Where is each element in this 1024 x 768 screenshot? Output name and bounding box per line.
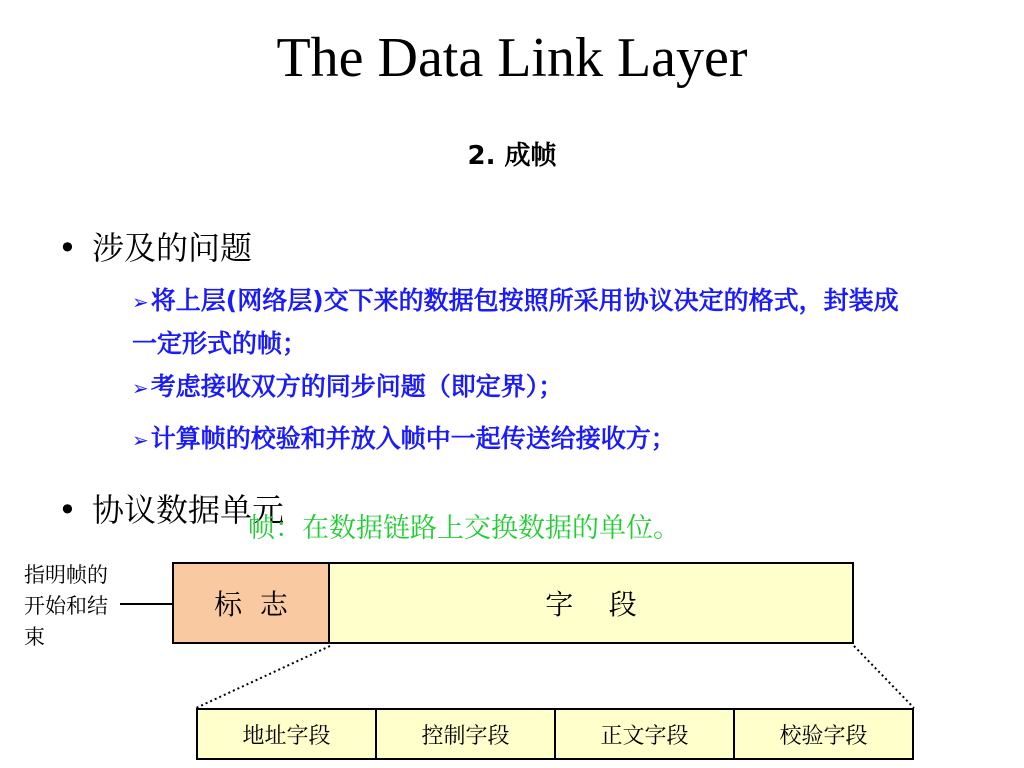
- dotted-line-right: [854, 646, 914, 708]
- arrow-bullet-icon: ➢: [132, 290, 149, 314]
- subfield-body: 正文字段: [556, 710, 735, 758]
- subfield-row: [196, 708, 914, 760]
- subfield-control: 控制字段: [377, 710, 556, 758]
- issue-item-text: 计算帧的校验和并放入帧中一起传送给接收方；: [150, 424, 676, 453]
- bullet-marker: •: [58, 491, 77, 529]
- bullet-label: 协议数据单元: [92, 491, 285, 529]
- dotted-line-left: [196, 646, 330, 708]
- issue-item-text: 将上层(网络层)交下来的数据包按照所采用协议决定的格式，封装成一定形式的帧；: [132, 286, 899, 358]
- arrow-bullet-icon: ➢: [132, 376, 149, 400]
- issue-item: [132, 418, 912, 461]
- arrow-bullet-icon: ➢: [132, 428, 149, 452]
- bullet-marker: •: [58, 229, 77, 267]
- issue-item: [132, 366, 912, 409]
- frame-flag-label: 标 志: [214, 588, 288, 621]
- pointer-line: [120, 603, 172, 605]
- frame-definition: 帧：在数据链路上交换数据的单位。: [248, 513, 680, 544]
- frame-boundary-note: 指明帧的开始和结束: [24, 563, 108, 649]
- issue-item: [132, 280, 912, 364]
- issue-item-text: 考虑接收双方的同步问题（即定界）；: [150, 372, 564, 401]
- slide-subtitle: 2. 成帧: [467, 141, 557, 171]
- slide-title: The Data Link Layer: [276, 27, 748, 89]
- bullet-label: 涉及的问题: [92, 229, 253, 267]
- frame-flag-box: [172, 562, 330, 644]
- subfield-address: 地址字段: [198, 710, 377, 758]
- frame-field-box: [328, 562, 854, 644]
- bullet-issues: [58, 228, 252, 268]
- subfield-checksum: 校验字段: [779, 723, 868, 749]
- frame-field-label: 字 段: [545, 588, 637, 621]
